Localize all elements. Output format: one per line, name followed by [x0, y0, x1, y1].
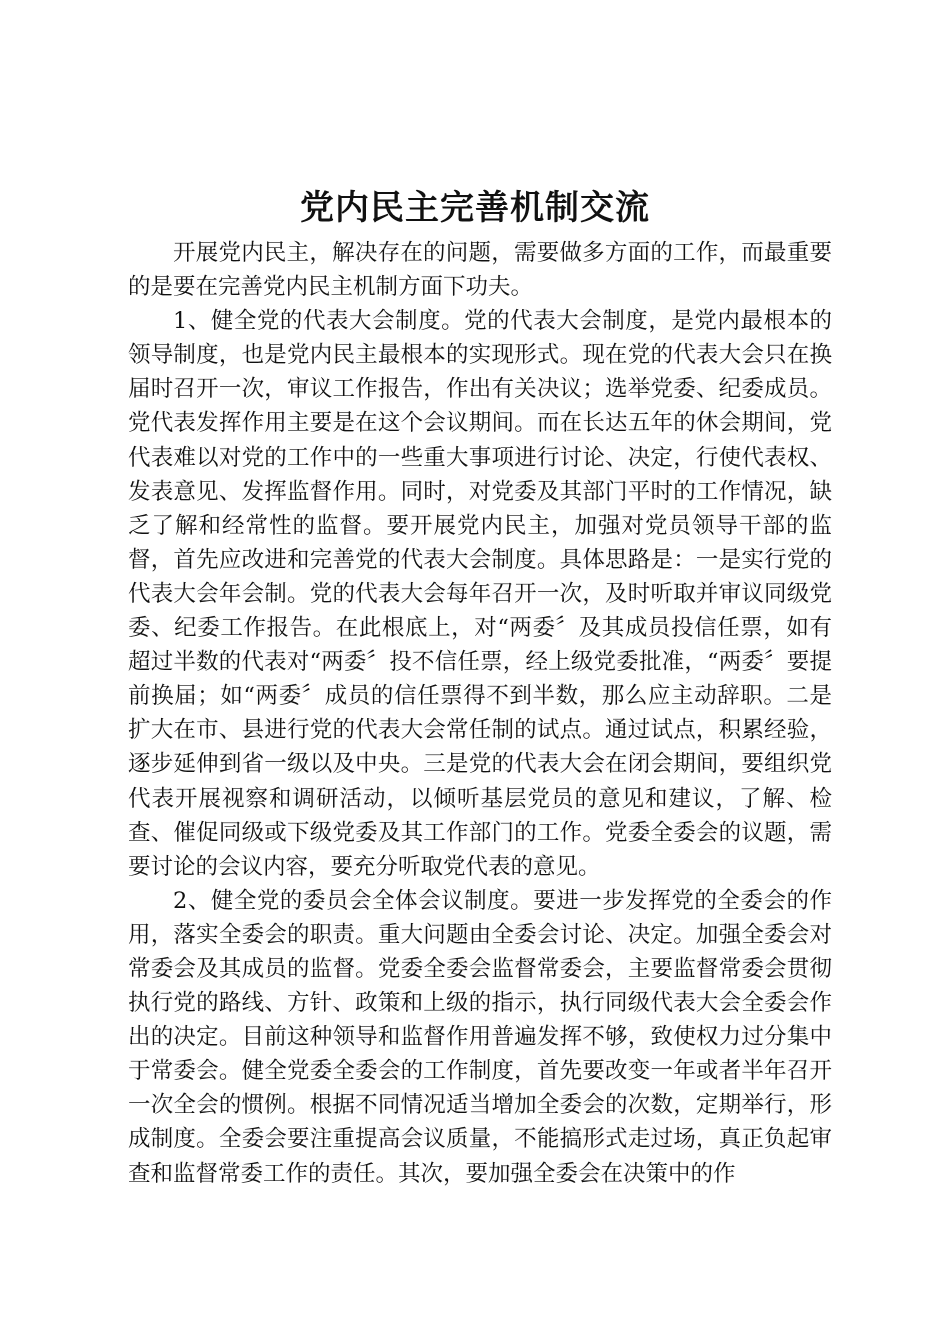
paragraph-intro: 开展党内民主，解决存在的问题，需要做多方面的工作，而最重要的是要在完善党内民主机制方面下功夫。	[128, 240, 832, 301]
paragraph-section-2: 2、健全党的委员会全体会议制度。要进一步发挥党的全委会的作用，落实全委会的职责。重大问题由全委会讨论、决定。加强全委会对常委会及其成员的监督。党委全委会监督常委会，主要监督常委会贯彻执行党的路线、方针、政策和上级的指示，执行同级代表大会全委会作出的决定。目前这种领导和监督作用普遍发挥不够，致使权力过分集中于常委会。健全党委全委会的工作制度，首先要改变一年或者半年召开一次全会的惯例。根据不同情况适当增加全委会的次数，定期举行，形成制度。全委会要注重提高会议质量，不能搞形式走过场，真正负起审查和监督常委工作的责任。其次，要加强全委会在决策中的作	[128, 887, 832, 1187]
document-body	[128, 236, 832, 1191]
paragraph-section-1: 1、健全党的代表大会制度。党的代表大会制度，是党内最根本的领导制度，也是党内民主最根本的实现形式。现在党的代表大会只在换届时召开一次，审议工作报告，作出有关决议；选举党委、纪委成员。党代表发挥作用主要是在这个会议期间。而在长达五年的休会期间，党代表难以对党的工作中的一些重大事项进行讨论、决定，行使代表权、发表意见、发挥监督作用。同时，对党委及其部门平时的工作情况，缺乏了解和经常性的监督。要开展党内民主，加强对党员领导干部的监督，首先应改进和完善党的代表大会制度。具体思路是：一是实行党的代表大会年会制。党的代表大会每年召开一次，及时听取并审议同级党委、纪委工作报告。在此根底上，对“两委〞及其成员投信任票，如有超过半数的代表对“两委〞投不信任票，经上级党委批准，“两委〞要提前换届；如“两委〞成员的信任票得不到半数，那么应主动辞职。二是扩大在市、县进行党的代表大会常任制的试点。通过试点，积累经验，逐步延伸到省一级以及中央。三是党的代表大会在闭会期间，要组织党代表开展视察和调研活动，以倾听基层党员的意见和建议，了解、检查、催促同级或下级党委及其工作部门的工作。党委全委会的议题，需要讨论的会议内容，要充分听取党代表的意见。	[128, 308, 832, 880]
document-title: 党内民主完善机制交流	[300, 188, 650, 228]
